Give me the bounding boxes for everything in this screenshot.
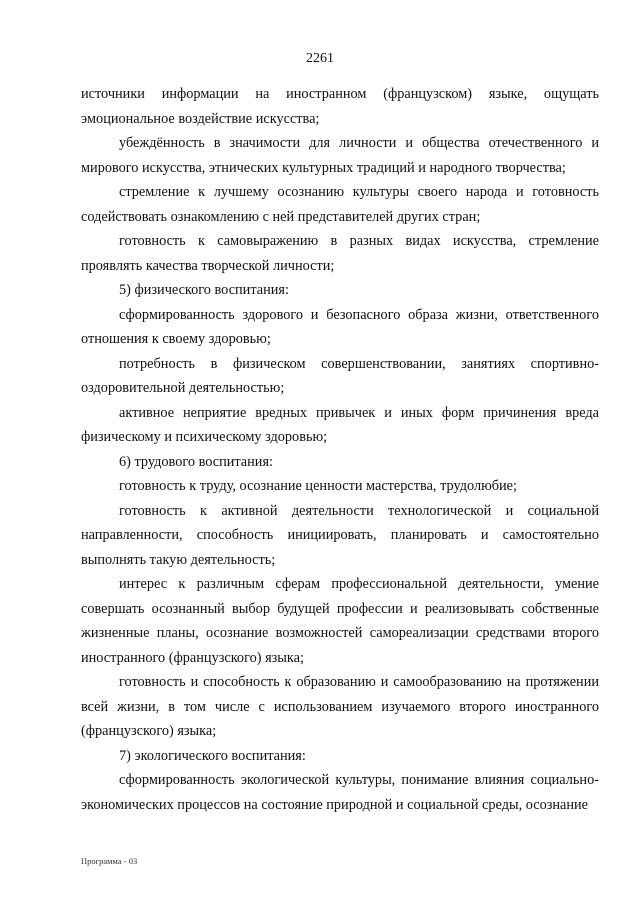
paragraph: убеждённость в значимости для личности и общества отечественного и мирового искусства, этнических культурных традиций и народного творчества; xyxy=(81,135,599,176)
paragraph: потребность в физическом совершенствовании, занятиях спортивно-оздоровительной деятельностью; xyxy=(81,355,599,396)
paragraph: источники информации на иностранном (французском) языке, ощущать эмоциональное воздействие искусства; xyxy=(81,86,599,127)
paragraph: стремление к лучшему осознанию культуры своего народа и готовность содействовать ознакомлению с ней представителей других стран; xyxy=(81,184,599,225)
section-heading: 5) физического воспитания: xyxy=(119,282,289,298)
paragraph: интерес к различным сферам профессиональной деятельности, умение совершать осознанный выбор будущей профессии и реализовывать собственные жизненные планы, осознание возможностей самореализации средствами второго иностранного (французского) языка; xyxy=(81,576,599,666)
paragraph: готовность к труду, осознание ценности мастерства, трудолюбие; xyxy=(119,478,518,494)
paragraph: сформированность экологической культуры, понимание влияния социально-экономических процессов на состояние природной и социальной среды, осознание xyxy=(81,772,599,813)
paragraph: готовность и способность к образованию и самообразованию на протяжении всей жизни, в том числе с использованием изучаемого второго иностранного (французского) языка; xyxy=(81,674,599,739)
section-heading: 6) трудового воспитания: xyxy=(119,453,273,470)
paragraph: активное неприятие вредных привычек и иных форм причинения вреда физическому и психическому здоровью; xyxy=(81,404,599,445)
paragraph: готовность к активной деятельности технологической и социальной направленности, способность инициировать, планировать и самостоятельно выполнять такую деятельность; xyxy=(81,502,599,568)
section-heading: 7) экологического воспитания: xyxy=(119,747,306,764)
document-body xyxy=(81,82,599,817)
paragraph: готовность к самовыражению в разных видах искусства, стремление проявлять качества творческой личности; xyxy=(81,233,599,274)
page-number: 2261 xyxy=(306,51,334,66)
paragraph: сформированность здорового и безопасного образа жизни, ответственного отношения к своему здоровью; xyxy=(81,306,599,347)
footer-label: Программа - 03 xyxy=(81,856,138,866)
